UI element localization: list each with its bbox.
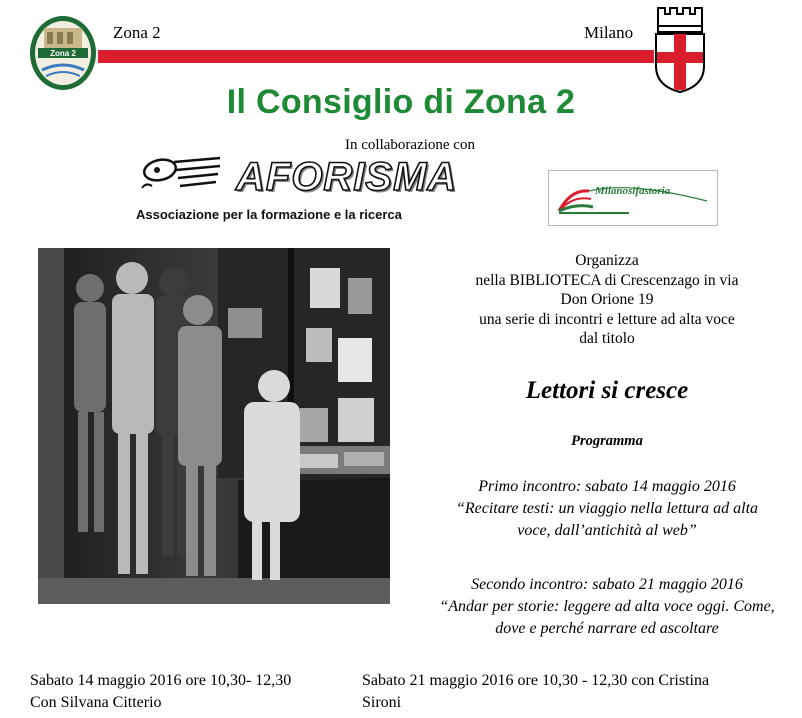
- second-meeting-block: [412, 574, 802, 640]
- series-title: Lettori si cresce: [525, 377, 689, 404]
- milano-coat-of-arms-icon: [652, 4, 708, 94]
- first-meeting-heading: Primo incontro: sabato 14 maggio 2016: [478, 478, 736, 495]
- schedule-second: [362, 670, 709, 714]
- schedule-first-line-1: Sabato 14 maggio 2016 ore 10,30- 12,30: [30, 672, 292, 689]
- milano-si-fa-storia-text: Milanosifastoria: [595, 185, 671, 197]
- schedule-second-line-2: Sironi: [362, 694, 402, 711]
- zona-label: Zona 2: [113, 23, 161, 42]
- intro-line-5: dal titolo: [579, 330, 635, 347]
- first-meeting-line-1: “Recitare testi: un viaggio nella lettura ad alta: [455, 500, 759, 517]
- second-meeting-line-2: dove e perché narrare ed ascoltare: [495, 620, 719, 637]
- milano-si-fa-storia-logo: [548, 170, 718, 226]
- schedule-first: [30, 670, 291, 714]
- first-meeting-block: [412, 476, 802, 542]
- intro-line-4: una serie di incontri e letture ad alta voce: [479, 310, 735, 328]
- intro-block: [412, 251, 802, 349]
- aforisma-logo-icon: [134, 152, 226, 198]
- aforisma-name: AFORISMA: [236, 155, 458, 199]
- schedule-first-line-2: Con Silvana Citterio: [30, 694, 162, 711]
- intro-line-1: Organizza: [575, 252, 639, 269]
- second-meeting-heading: Secondo incontro: sabato 21 maggio 2016: [471, 576, 743, 593]
- zona-logo-text: Zona 2: [50, 49, 76, 58]
- page-title: Il Consiglio di Zona 2: [226, 83, 576, 121]
- intro-line-2: nella BIBLIOTECA di Crescenzago in via: [475, 271, 739, 289]
- programma-heading: Programma: [571, 433, 643, 449]
- header-red-bar: [98, 50, 654, 63]
- collaboration-label: In collaborazione con: [345, 137, 475, 153]
- children-bookshop-photo: [38, 248, 390, 604]
- milano-label: Milano: [584, 23, 634, 42]
- first-meeting-line-2: voce, dall’antichità al web”: [517, 522, 697, 539]
- second-meeting-line-1: “Andar per storie: leggere ad alta voce oggi. Come,: [439, 598, 775, 615]
- zona-2-logo: [28, 14, 98, 92]
- schedule-second-line-1: Sabato 21 maggio 2016 ore 10,30 - 12,30 con Cristina: [362, 672, 710, 689]
- aforisma-subtitle: Associazione per la formazione e la ricerca: [136, 207, 402, 222]
- intro-line-3: Don Orione 19: [560, 291, 654, 308]
